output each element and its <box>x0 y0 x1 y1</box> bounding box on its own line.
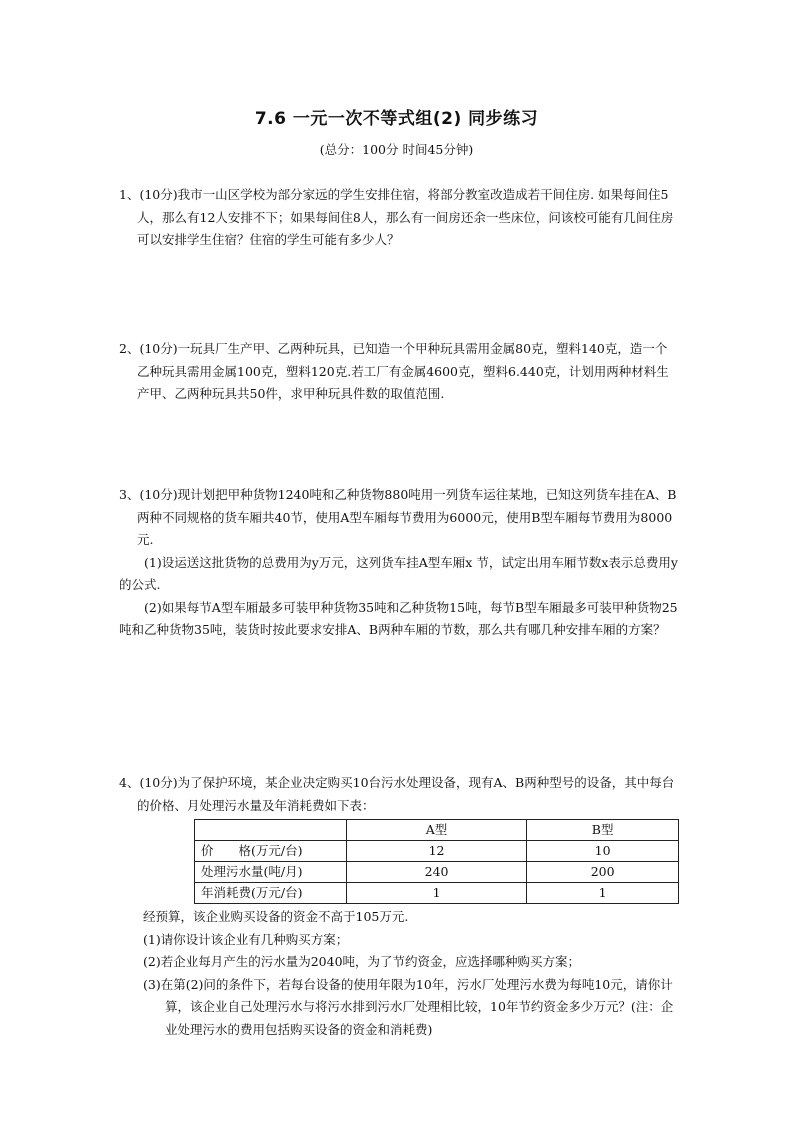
question-4-budget: 经预算，该企业购买设备的资金不高于105万元. <box>143 909 409 924</box>
question-3 <box>119 484 679 642</box>
table-cell: 240 <box>346 862 526 883</box>
question-1 <box>119 184 679 252</box>
table-header-cell <box>195 820 347 841</box>
table-cell: 年消耗费(万元/台) <box>195 883 347 904</box>
question-2 <box>119 338 679 406</box>
page-subtitle: (总分：100分 时间45分钟) <box>319 142 474 157</box>
table-cell: 处理污水量(吨/月) <box>195 862 347 883</box>
table-cell: 1 <box>527 883 679 904</box>
question-4-part-1: (1)请你设计该企业有几种购买方案； <box>143 931 349 947</box>
question-1-text: 1、(10分)我市一山区学校为部分家远的学生安排住宿，将部分教室改造成若干间住房. 如果每间住5人，那么有12人安排不下；如果每间住8人，那么有一间房还余一些床位，问该校可能有几间住房可以安排学生住宿？住宿的学生可能有多少人？ <box>119 187 674 247</box>
question-3-part-2: (2)如果每节A型车厢最多可装甲种货物35吨和乙种货物15吨，每节B型车厢最多可装甲种货物25吨和乙种货物35吨，装货时按此要求安排A、B两种车厢的节数，那么共有哪几种安排车厢的方案？ <box>119 599 678 637</box>
table-cell: 12 <box>346 841 526 862</box>
table-header-row <box>195 820 679 841</box>
table-row <box>195 841 679 862</box>
table-cell: 1 <box>346 883 526 904</box>
question-3-part-1: (1)设运送这批货物的总费用为y万元，这列货车挂A型车厢x 节，试定出用车厢节数x表示总费用y的公式. <box>119 554 678 592</box>
table-cell: 10 <box>527 841 679 862</box>
table-row <box>195 862 679 883</box>
table-header-cell: B型 <box>527 820 679 841</box>
question-4-part-2: (2)若企业每月产生的污水量为2040吨，为了节约资金，应选择哪种购买方案； <box>143 954 581 969</box>
question-4-part-3: (3)在第(2)问的条件下，若每台设备的使用年限为10年，污水厂处理污水费为每吨10元，请你计算，该企业自己处理污水与将污水排到污水厂处理相比较，10年节约资金多少万元？(注：企业处理污水的费用包括购买设备的资金和消耗费) <box>143 976 674 1037</box>
question-2-text: 2、(10分)一玩具厂生产甲、乙两种玩具，已知造一个甲种玩具需用金属80克，塑料140克，造一个乙种玩具需用金属100克，塑料120克.若工厂有金属4600克，塑料6.440克，计划用两种材料生产甲、乙两种玩具共50件，求甲种玩具件数的取值范围. <box>119 341 669 401</box>
question-4 <box>119 772 679 1041</box>
table-cell: 价 格(万元/台) <box>195 841 347 862</box>
equipment-table <box>194 819 679 904</box>
table-row <box>195 883 679 904</box>
table-cell: 200 <box>527 862 679 883</box>
table-header-cell: A型 <box>346 820 526 841</box>
page-title: 7.6 一元一次不等式组(2) 同步练习 <box>254 109 539 129</box>
question-3-text: 3、(10分)现计划把甲种货物1240吨和乙种货物880吨用一列货车运往某地，已知这列货车挂在A、B两种不同规格的货车厢共40节，使用A型车厢每节费用为6000元，使用B型车厢每节费用为8000元. <box>119 487 677 547</box>
question-4-text: 4、(10分)为了保护环境，某企业决定购买10台污水处理设备，现有A、B两种型号的设备，其中每台的价格、月处理污水量及年消耗费如下表： <box>119 775 675 813</box>
